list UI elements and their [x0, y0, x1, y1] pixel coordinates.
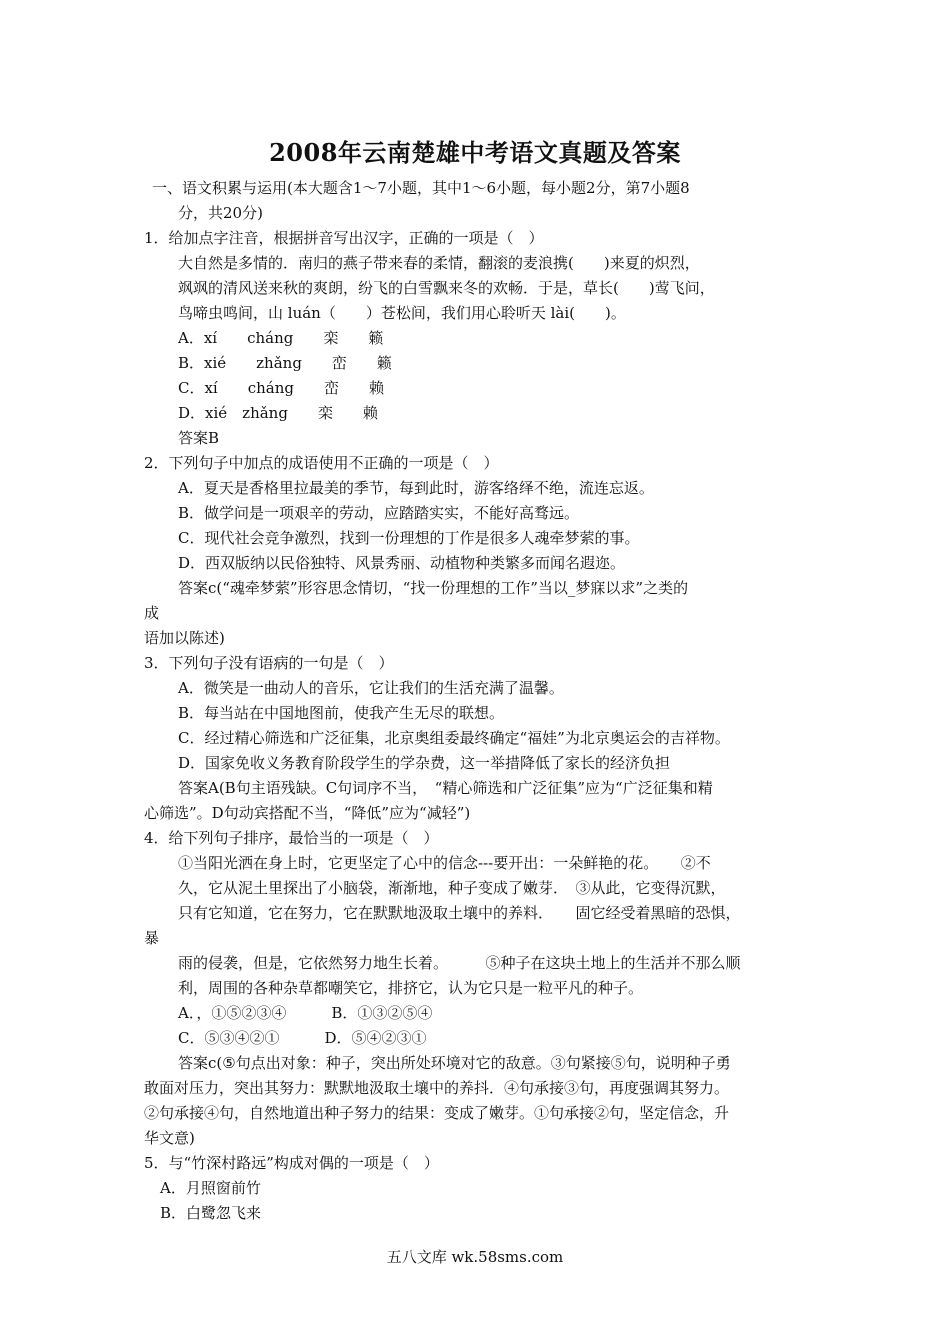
question-4: 4．给下列句子排序，最恰当的一项是（ ） [144, 829, 439, 847]
section-heading: 一、语文积累与运用(本大题含1～7小题，其中1～6小题，每小题2分，第7小题8 [152, 179, 690, 197]
question-3: 3．下列句子没有语病的一句是（ ） [144, 654, 394, 672]
question-5: 5．与“竹深村路远”构成对偶的一项是（ ） [144, 1154, 439, 1172]
q4-answer-cont: 华文意) [144, 1129, 195, 1147]
q1-option-b: B．xié zhǎng 峦 籁 [178, 354, 392, 372]
q4-answer-cont: 敢面对压力，突出其努力：默默地汲取土壤中的养抖．④句承接③句，再度强调其努力。 [144, 1079, 730, 1097]
q4-passage-line: 暴 [144, 929, 160, 947]
q4-passage-line: ①当阳光洒在身上时，它更坚定了心中的信念---要开出：一朵鲜艳的花。 ②不 [178, 854, 711, 872]
q5-option-b: B．白鹭忽飞来 [160, 1204, 262, 1222]
q1-option-a: A．xí cháng 栾 籁 [178, 329, 384, 347]
q1-passage-line: 鸟啼虫鸣间，山 luán（ ）苍松间，我们用心聆听天 lài( )。 [178, 304, 626, 322]
q3-option-a: A．微笑是一曲动人的音乐，它让我们的生活充满了温馨。 [178, 679, 564, 697]
q3-answer-cont: 心筛选”。D句动宾搭配不当，“降低”应为“减轻”) [144, 804, 471, 822]
q2-option-a: A．夏天是香格里拉最美的季节，每到此时，游客络绎不绝，流连忘返。 [178, 479, 654, 497]
q2-answer-cont: 语加以陈述) [144, 629, 225, 647]
q3-option-c: C．经过精心筛选和广泛征集，北京奥组委最终确定“福娃”为北京奥运会的吉祥物。 [178, 729, 730, 747]
q2-option-b: B．做学问是一项艰辛的劳动，应踏踏实实，不能好高骛远。 [178, 504, 580, 522]
q1-option-d: D．xié zhǎng 栾 赖 [178, 404, 378, 422]
q3-option-b: B．每当站在中国地图前，使我产生无尽的联想。 [178, 704, 505, 722]
q4-passage-line: 久，它从泥土里探出了小脑袋，渐渐地，种子变成了嫩芽． ③从此，它变得沉默， [178, 879, 726, 897]
document-title: 2008年云南楚雄中考语文真题及答案 [269, 138, 681, 167]
q4-options-cd: C．⑤③④②① D．⑤④②③① [178, 1029, 427, 1047]
section-heading-cont: 分，共20分) [178, 204, 263, 222]
q4-options-ab: A．，①⑤②③④ B．①③②⑤④ [178, 1004, 433, 1022]
q3-answer: 答案A(B句主语残缺。C句词序不当， “精心筛选和广泛征集”应为“广泛征集和精 [178, 779, 713, 797]
q2-option-d: D．西双版纳以民俗独特、风景秀丽、动植物种类繁多而闻名遐迩。 [178, 554, 626, 572]
q2-answer: 答案c(“魂牵梦萦”形容思念情切，“找一份理想的工作”当以_梦寐以求”之类的 [178, 579, 689, 597]
q1-passage-line: 大自然是多情的．南归的燕子带来春的柔情，翻滚的麦浪携( )来夏的炽烈， [178, 254, 700, 272]
q3-option-d: D．国家免收义务教育阶段学生的学杂费，这一举措降低了家长的经济负担 [178, 754, 671, 772]
q4-answer: 答案c(⑤句点出对象：种子，突出所处环境对它的敌意。③句紧接⑤句，说明种子勇 [178, 1054, 731, 1072]
question-2: 2．下列句子中加点的成语使用不正确的一项是（ ） [144, 454, 499, 472]
q1-option-c: C．xí cháng 峦 赖 [178, 379, 385, 397]
q5-option-a: A．月照窗前竹 [160, 1179, 261, 1197]
q2-answer-cont: 成 [144, 604, 160, 622]
q4-passage-line: 雨的侵袭，但是，它依然努力地生长着。 ⑤种子在这块土地上的生活并不那么顺 [178, 954, 741, 972]
q4-passage-line: 利，周围的各种杂草都嘲笑它，排挤它，认为它只是一粒平凡的种子。 [178, 979, 644, 997]
q2-option-c: C．现代社会竞争激烈，找到一份理想的丁作是很多人魂牵梦萦的事。 [178, 529, 640, 547]
q1-answer: 答案B [178, 429, 220, 447]
question-1: 1．给加点字注音，根据拼音写出汉字，正确的一项是（ ） [144, 229, 544, 247]
q1-passage-line: 飒飒的清风送来秋的爽朗，纷飞的白雪飘来冬的欢畅．于是，草长( )莺飞问， [178, 279, 715, 297]
page-footer: 五八文库 wk.58sms.com [386, 1248, 564, 1266]
q4-answer-cont: ②句承接④句，自然地道出种子努力的结果：变成了嫩芽。①句承接②句，坚定信念，升 [144, 1104, 730, 1122]
q4-passage-line: 只有它知道，它在努力，它在默默地汲取土壤中的养料． 固它经受着黑暗的恐惧， [178, 904, 741, 922]
